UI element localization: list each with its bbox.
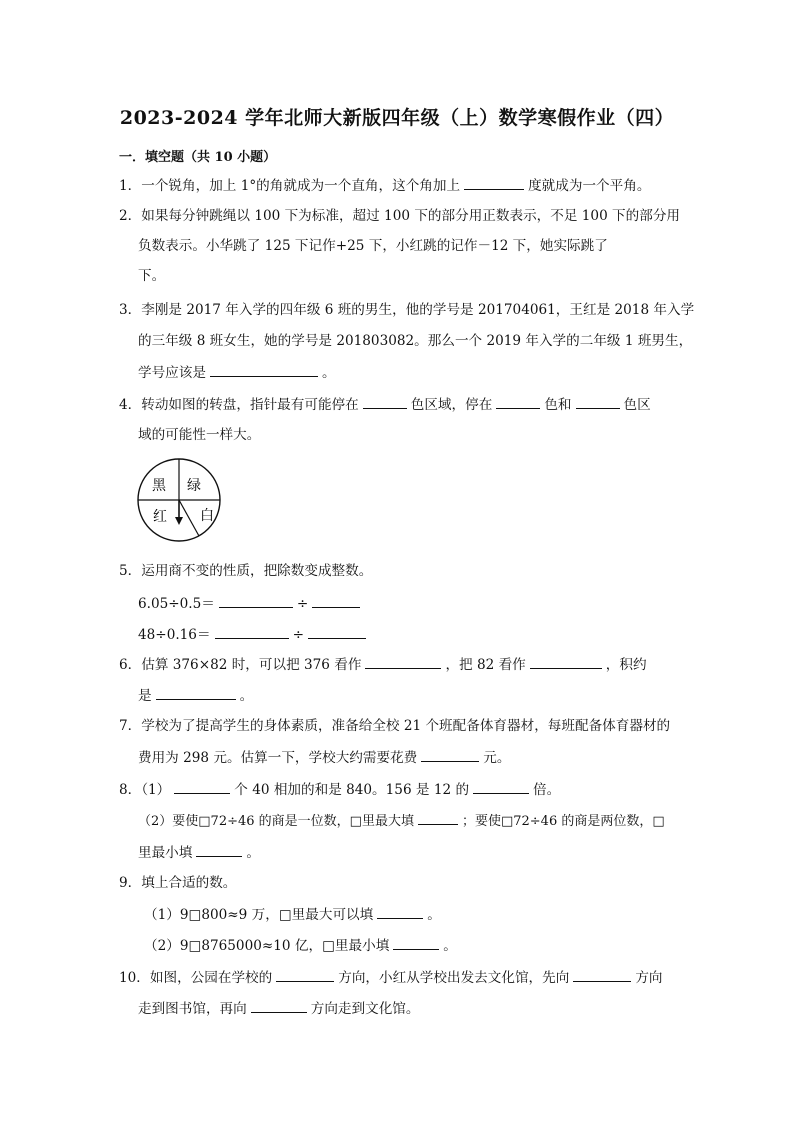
answer-blank[interactable] xyxy=(215,624,289,639)
question-2-line-1: 2．如果每分钟跳绳以 100 下为标准，超过 100 下的部分用正数表示，不足 100 下的部分用 xyxy=(119,208,681,224)
wheel-label-red: 红 xyxy=(153,509,167,525)
question-4-line-2: 域的可能性一样大。 xyxy=(138,427,261,443)
question-8-part-2-line-1: （2）要使□72÷46 的商是一位数，□里最大填 ；要使□72÷46 的商是两位数，□ xyxy=(138,810,665,832)
answer-blank[interactable] xyxy=(156,685,236,700)
answer-blank[interactable] xyxy=(363,394,407,409)
answer-blank[interactable] xyxy=(464,175,524,190)
question-9: 9．填上合适的数。 xyxy=(119,875,237,891)
question-9-part-1: （1）9□800≈9 万，□里最大可以填 。 xyxy=(144,904,441,925)
answer-blank[interactable] xyxy=(308,624,366,639)
answer-blank[interactable] xyxy=(377,904,423,919)
wheel-label-green: 绿 xyxy=(187,478,201,494)
question-5-b: 48÷0.16＝ ÷ xyxy=(138,624,370,645)
question-2-line-2: 负数表示。小华跳了 125 下记作+25 下，小红跳的记作－12 下，她实际跳了 xyxy=(138,238,608,254)
answer-blank[interactable] xyxy=(473,779,529,794)
answer-blank[interactable] xyxy=(251,998,307,1013)
answer-blank[interactable] xyxy=(312,593,360,608)
question-6-line-2: 是 。 xyxy=(138,685,253,706)
answer-blank[interactable] xyxy=(573,967,631,982)
answer-blank[interactable] xyxy=(174,779,230,794)
answer-blank[interactable] xyxy=(576,394,620,409)
answer-blank[interactable] xyxy=(418,810,458,825)
answer-blank[interactable] xyxy=(276,967,334,982)
question-8-part-1: 8．（1） 个 40 相加的和是 840。156 是 12 的 倍。 xyxy=(119,779,560,800)
answer-blank[interactable] xyxy=(393,935,439,950)
question-7-line-1: 7．学校为了提高学生的身体素质，准备给全校 21 个班配备体育器材，每班配备体育器材的 xyxy=(119,718,671,734)
wheel-label-white: 白 xyxy=(200,508,214,524)
question-5: 5．运用商不变的性质，把除数变成整数。 xyxy=(119,563,373,579)
question-2-line-3: 下。 xyxy=(138,268,166,284)
page-title: 2023-2024 学年北师大新版四年级（上）数学寒假作业（四） xyxy=(119,107,675,129)
answer-blank[interactable] xyxy=(421,747,479,762)
question-10-line-1: 10．如图，公园在学校的 方向，小红从学校出发去文化馆，先向 方向 xyxy=(119,967,663,988)
question-1: 1．一个锐角，加上 1°的角就成为一个直角，这个角加上 度就成为一个平角。 xyxy=(119,175,650,196)
section-heading: 一．填空题（共 10 小题） xyxy=(119,150,277,165)
answer-blank[interactable] xyxy=(365,654,441,669)
answer-blank[interactable] xyxy=(530,654,602,669)
question-6-line-1: 6．估算 376×82 时，可以把 376 看作 ，把 82 看作 ，积约 xyxy=(119,654,647,675)
question-8-part-2-line-2: 里最小填 。 xyxy=(138,842,260,863)
question-3-line-3: 学号应该是 。 xyxy=(138,362,336,383)
wheel-label-black: 黑 xyxy=(152,478,166,494)
question-9-part-2: （2）9□8765000≈10 亿，□里最小填 。 xyxy=(144,935,457,956)
answer-blank[interactable] xyxy=(196,842,242,857)
question-3-line-1: 3．李刚是 2017 年入学的四年级 6 班的男生，他的学号是 201704061，王红是 2018 年入学 xyxy=(119,302,695,318)
question-10-line-2: 走到图书馆，再向 方向走到文化馆。 xyxy=(138,998,420,1019)
answer-blank[interactable] xyxy=(219,593,293,608)
question-3-line-2: 的三年级 8 班女生，她的学号是 201803082。那么一个 2019 年入学的二年级 1 班男生， xyxy=(138,333,693,349)
question-7-line-2: 费用为 298 元。估算一下，学校大约需要花费 元。 xyxy=(138,747,510,768)
spinner-wheel xyxy=(136,457,222,543)
question-4-line-1: 4．转动如图的转盘，指针最有可能停在 色区域，停在 色和 色区 xyxy=(119,394,651,415)
answer-blank[interactable] xyxy=(496,394,540,409)
question-5-a: 6.05÷0.5＝ ÷ xyxy=(138,593,364,614)
answer-blank[interactable] xyxy=(210,362,318,377)
